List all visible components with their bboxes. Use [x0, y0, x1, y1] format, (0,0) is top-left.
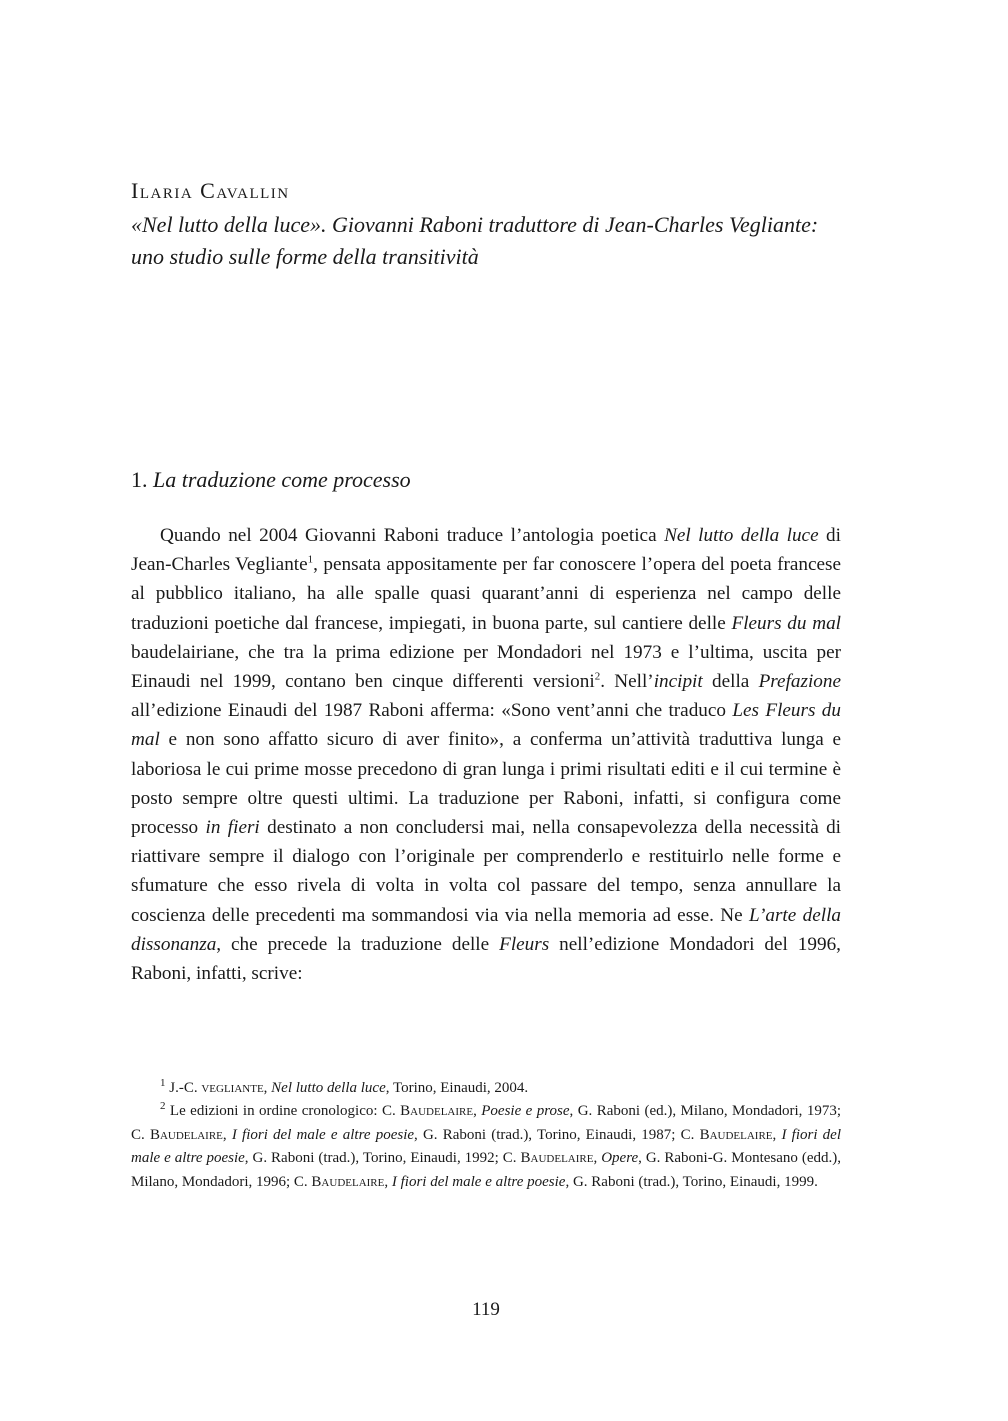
text-run: Le edizioni in ordine cronologico: C.	[165, 1103, 401, 1120]
author-smallcaps: Baudelaire	[149, 1126, 223, 1143]
italic-run: L’arte della dissonanza	[131, 904, 841, 955]
text-run: ,	[222, 1126, 232, 1143]
text-run: ,	[593, 1150, 602, 1167]
italic-run: I fiori del male e altre poesie	[391, 1173, 566, 1190]
footnotes	[131, 1077, 841, 1194]
italic-run: Opere	[601, 1150, 639, 1167]
text-run: baudelairiane, che tra la prima edizione per Mondadori nel 1973 e l’ultima, uscita per Einaudi nel 1999, contano ben cinque differenti versioni	[131, 641, 841, 693]
text-run: e non sono affatto sicuro di aver finito», a conferma un’attività traduttiva lunga e laboriosa le cui prime mosse precedono di gran lunga i primi risultati editi e il cui termine è posto sempre oltre questi ultimi. La traduzione per Raboni, infatti, si configura come processo	[131, 729, 841, 839]
footnote-number: 1	[160, 1077, 166, 1089]
author-smallcaps: Baudelaire	[520, 1150, 594, 1167]
text-run: . Nell’	[600, 671, 654, 693]
text-run: , che precede la traduzione delle	[216, 933, 500, 955]
text-run: Quando nel 2004 Giovanni Raboni traduce l’antologia poetica	[160, 525, 665, 546]
section-heading	[131, 465, 411, 495]
text-run: destinato a non concludersi mai, nella consapevolezza della necessità di riattivare sempre il dialogo con l’originale per comprenderlo e restituirlo nelle forme e sfumature che esso rivela di volta in volta col passare del tempo, senza annullare la coscienza delle precedenti ma sommandosi via via nella memoria ad esse. Ne	[131, 817, 842, 926]
italic-run: incipit	[653, 671, 703, 693]
section-number: 1.	[131, 467, 148, 492]
author-smallcaps: Baudelaire	[699, 1126, 773, 1143]
italic-run: Les Fleurs du mal	[131, 700, 841, 751]
author-smallcaps: Baudelaire	[311, 1173, 385, 1190]
text-run: ,	[772, 1126, 782, 1143]
footnote-number: 2	[160, 1100, 166, 1113]
italic-run: in fieri	[205, 817, 260, 839]
text-run: ,	[263, 1080, 272, 1096]
text-run: all’edizione Einaudi del 1987 Raboni afferma: «Sono vent’anni che traduco	[131, 700, 733, 722]
italic-run: I fiori del male e altre poesie	[231, 1126, 415, 1143]
text-run: nell’edizione Mondadori del 1996, Raboni, infatti, scrive:	[131, 933, 841, 985]
text-run: , G. Raboni-G. Montesano (edd.), Milano, Mondadori, 1996; C.	[131, 1150, 842, 1190]
author-smallcaps: Baudelaire	[400, 1103, 474, 1120]
text-run: , pensata appositamente per far conoscere l’opera del poeta francese al pubblico italiano, ha alle spalle quasi quarant’anni di esperienza nel campo delle traduzioni poetiche dal francese, impiegati, in buona parte, sul cantiere delle	[131, 554, 841, 634]
text-run: , G. Raboni (trad.), Torino, Einaudi, 1999.	[565, 1173, 818, 1190]
italic-run: Fleurs du mal	[731, 612, 841, 634]
italic-run: Poesie e prose	[481, 1103, 570, 1120]
footnote-2	[131, 1100, 841, 1194]
italic-run: Nel lutto della luce	[664, 525, 819, 546]
text-run: ,	[384, 1173, 392, 1190]
footnote-1	[131, 1077, 841, 1100]
italic-run: I fiori del male e altre poesie	[131, 1126, 841, 1167]
author-name: Ilaria Cavallin	[131, 178, 290, 203]
text-run: di Jean-Charles Vegliante	[131, 525, 841, 576]
footnote-ref[interactable]: 2	[594, 670, 601, 683]
italic-run: Prefazione	[758, 671, 841, 693]
italic-run: Nel lutto della luce	[271, 1080, 386, 1096]
text-run: , Torino, Einaudi, 2004.	[385, 1080, 529, 1096]
text-run: della	[702, 671, 759, 693]
author-smallcaps: vegliante	[201, 1080, 264, 1096]
body-text	[131, 521, 841, 988]
text-run: J.-C.	[165, 1080, 202, 1096]
text-run: ,	[473, 1103, 482, 1120]
text-run: , G. Raboni (trad.), Torino, Einaudi, 1992; C.	[244, 1150, 521, 1167]
section-title: La traduzione come processo	[153, 467, 411, 492]
footnote-ref[interactable]: 1	[307, 553, 314, 566]
paragraph	[131, 521, 841, 988]
text-run: , G. Raboni (trad.), Torino, Einaudi, 1987; C.	[414, 1126, 700, 1143]
text-run: , G. Raboni (ed.), Milano, Mondadori, 1973; C.	[131, 1103, 842, 1143]
article-title: «Nel lutto della luce». Giovanni Raboni traduttore di Jean-Charles Vegliante: uno studio sulle forme della transitività	[131, 212, 819, 269]
page-number: 119	[472, 1299, 500, 1320]
italic-run: Fleurs	[499, 933, 550, 955]
